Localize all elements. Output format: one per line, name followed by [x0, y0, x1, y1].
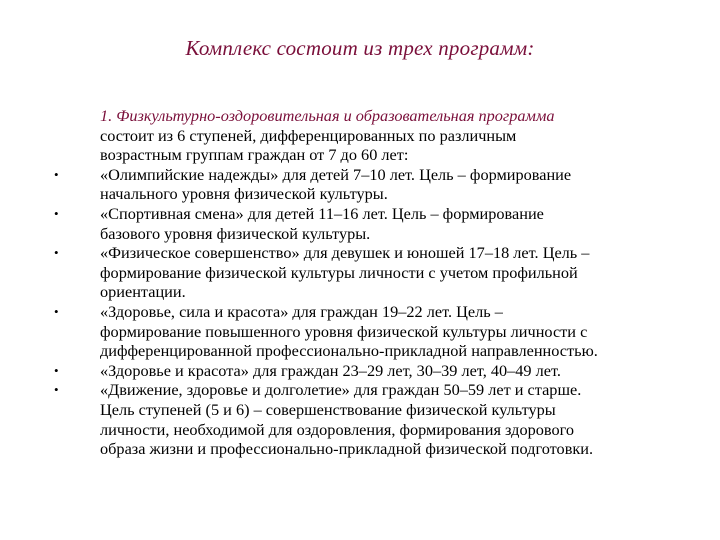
bullet-icon: • [54, 362, 59, 378]
list-item-text: «Движение, здоровье и долголетие» для граждан 50–59 лет и старше. [100, 380, 582, 400]
list-item-text: «Олимпийские надежды» для детей 7–10 лет. Цель – формирование [100, 164, 572, 184]
list-item-continuation: ориентации. [100, 282, 186, 302]
bullet-icon: • [54, 245, 59, 261]
list-item [0, 165, 720, 185]
bullet-icon: • [54, 205, 59, 221]
list-item-text: «Здоровье и красота» для граждан 23–29 лет, 30–39 лет, 40–49 лет. [100, 360, 561, 380]
list-item-text: «Физическое совершенство» для девушек и юношей 17–18 лет. Цель – [100, 243, 590, 263]
list-item [0, 380, 720, 400]
slide-title: Комплекс состоит из трех программ: [185, 36, 535, 60]
list-item-continuation: личности, необходимой для оздоровления, формирования здорового [100, 419, 575, 439]
slide-body [0, 106, 720, 459]
list-item-continuation: начального уровня физической культуры. [100, 184, 388, 204]
list-item-text: «Спортивная смена» для детей 11–16 лет. Цель – формирование [100, 203, 544, 223]
program-title: 1. Физкультурно-оздоровительная и образовательная программа [100, 106, 555, 125]
list-item-continuation: формирование повышенного уровня физической культуры личности с [100, 321, 588, 341]
list-item-continuation: базового уровня физической культуры. [100, 223, 371, 243]
bullet-icon: • [54, 382, 59, 398]
list-item-continuation: дифференцированной профессионально-прикладной направленностью. [100, 341, 598, 361]
list-item-text: «Здоровье, сила и красота» для граждан 19–22 лет. Цель – [100, 301, 503, 321]
list-item [0, 204, 720, 224]
list-item [0, 361, 720, 381]
intro-line: возрастным группам граждан от 7 до 60 лет: [100, 145, 409, 165]
list-item [0, 302, 720, 322]
list-item-continuation: формирование физической культуры личности с учетом профильной [100, 262, 578, 282]
bullet-icon: • [54, 166, 59, 182]
intro-line: состоит из 6 ступеней, дифференцированных по различным [100, 125, 517, 145]
list-item [0, 243, 720, 263]
bullet-icon: • [54, 303, 59, 319]
list-item-continuation: образа жизни и профессионально-прикладной физической подготовки. [100, 439, 594, 459]
list-item-continuation: Цель ступеней (5 и 6) – совершенствование физической культуры [100, 399, 556, 419]
